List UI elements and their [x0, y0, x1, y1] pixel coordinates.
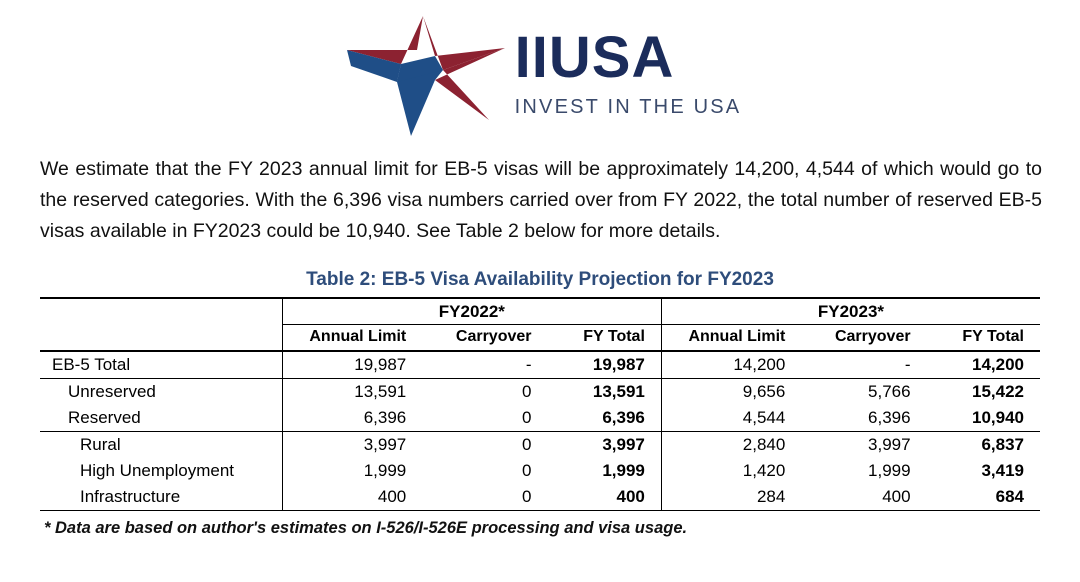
- cell-value: 3,997: [282, 432, 422, 459]
- cell-value: -: [422, 351, 547, 379]
- cell-value: 5,766: [801, 379, 926, 406]
- cell-value: -: [801, 351, 926, 379]
- table-head: [40, 298, 1040, 351]
- col-header-fy2022-annual-limit: Annual Limit: [282, 325, 422, 352]
- cell-value: 14,200: [927, 351, 1040, 379]
- cell-value: 19,987: [548, 351, 662, 379]
- logo-tagline: INVEST IN THE USA: [514, 96, 742, 118]
- cell-value: 6,837: [927, 432, 1040, 459]
- cell-value: 6,396: [868, 408, 911, 427]
- cell-value: 1,420: [742, 461, 786, 480]
- star-logo-icon: [339, 8, 509, 140]
- cell-value: 6,396: [282, 405, 422, 432]
- cell-value: 400: [282, 484, 422, 511]
- cell-value: 684: [927, 484, 1040, 511]
- cell-value: 1,999: [868, 461, 911, 480]
- cell-value: 3,997: [548, 432, 662, 459]
- table-footnote: * Data are based on author's estimates on I-526/I-526E processing and visa usage.: [44, 519, 688, 537]
- row-label-high-unemployment: High Unemployment: [80, 461, 235, 480]
- cell-value: 1,999: [282, 458, 422, 484]
- cell-value: 1,999: [548, 458, 662, 484]
- cell-value: 13,591: [548, 379, 662, 406]
- cell-value: 19,987: [282, 351, 422, 379]
- cell-value: 10,940: [972, 408, 1024, 427]
- row-label-unreserved: Unreserved: [40, 379, 282, 406]
- table-row: [40, 351, 1040, 379]
- table-body: [40, 351, 1040, 511]
- table-row: [40, 432, 1040, 459]
- cell-value: 13,591: [282, 379, 422, 406]
- col-header-blank: [40, 325, 282, 352]
- cell-value: 284: [661, 484, 801, 511]
- cell-value: 3,419: [981, 461, 1024, 480]
- table-row: [40, 405, 1040, 432]
- table-column-header-row: [40, 325, 1040, 352]
- table-container: [40, 297, 1040, 511]
- cell-value: 400: [801, 484, 926, 511]
- col-header-fy2023-annual-limit: Annual Limit: [688, 328, 786, 345]
- iiusa-logo: [0, 0, 1080, 140]
- col-header-fy2022-fy-total: FY Total: [548, 325, 662, 352]
- cell-value: 0: [422, 432, 547, 459]
- table-title: Table 2: EB-5 Visa Availability Projection for FY2023: [306, 269, 774, 290]
- cell-value: 14,200: [661, 351, 801, 379]
- cell-value: 15,422: [927, 379, 1040, 406]
- logo-text-block: [514, 25, 742, 119]
- cell-value: 0: [522, 408, 532, 427]
- row-label-reserved: Reserved: [68, 408, 141, 427]
- cell-value: 0: [422, 379, 547, 406]
- row-label-rural: Rural: [40, 432, 282, 459]
- col-header-fy2023-fy-total: FY Total: [962, 328, 1024, 345]
- row-label-eb5-total: EB-5 Total: [40, 351, 282, 379]
- group-header-blank: [40, 298, 282, 325]
- visa-projection-table: [40, 297, 1040, 511]
- intro-paragraph: We estimate that the FY 2023 annual limit for EB-5 visas will be approximately 14,200, 4,544 of which would go to the reserved categories. With the 6,396 visa numbers carried over from FY 2022, the total number of reserved EB-5 visas available in FY2023 could be 10,940. See Table 2 below for more details.: [40, 158, 1042, 242]
- row-label-infrastructure: Infrastructure: [40, 484, 282, 511]
- table-row: [40, 379, 1040, 406]
- cell-value: 3,997: [801, 432, 926, 459]
- group-header-fy2022: FY2022*: [282, 298, 661, 325]
- cell-value: 0: [422, 484, 547, 511]
- cell-value: 0: [522, 461, 532, 480]
- cell-value: 6,396: [548, 405, 662, 432]
- cell-value: 400: [548, 484, 662, 511]
- table-group-header-row: [40, 298, 1040, 325]
- col-header-fy2022-carryover: Carryover: [455, 328, 532, 345]
- table-row: [40, 458, 1040, 484]
- cell-value: 2,840: [661, 432, 801, 459]
- table-row: [40, 484, 1040, 511]
- col-header-fy2023-carryover: Carryover: [834, 328, 911, 345]
- logo-title: IIUSA: [514, 25, 675, 90]
- cell-value: 9,656: [661, 379, 801, 406]
- cell-value: 4,544: [742, 408, 786, 427]
- group-header-fy2023: FY2023*: [661, 298, 1040, 325]
